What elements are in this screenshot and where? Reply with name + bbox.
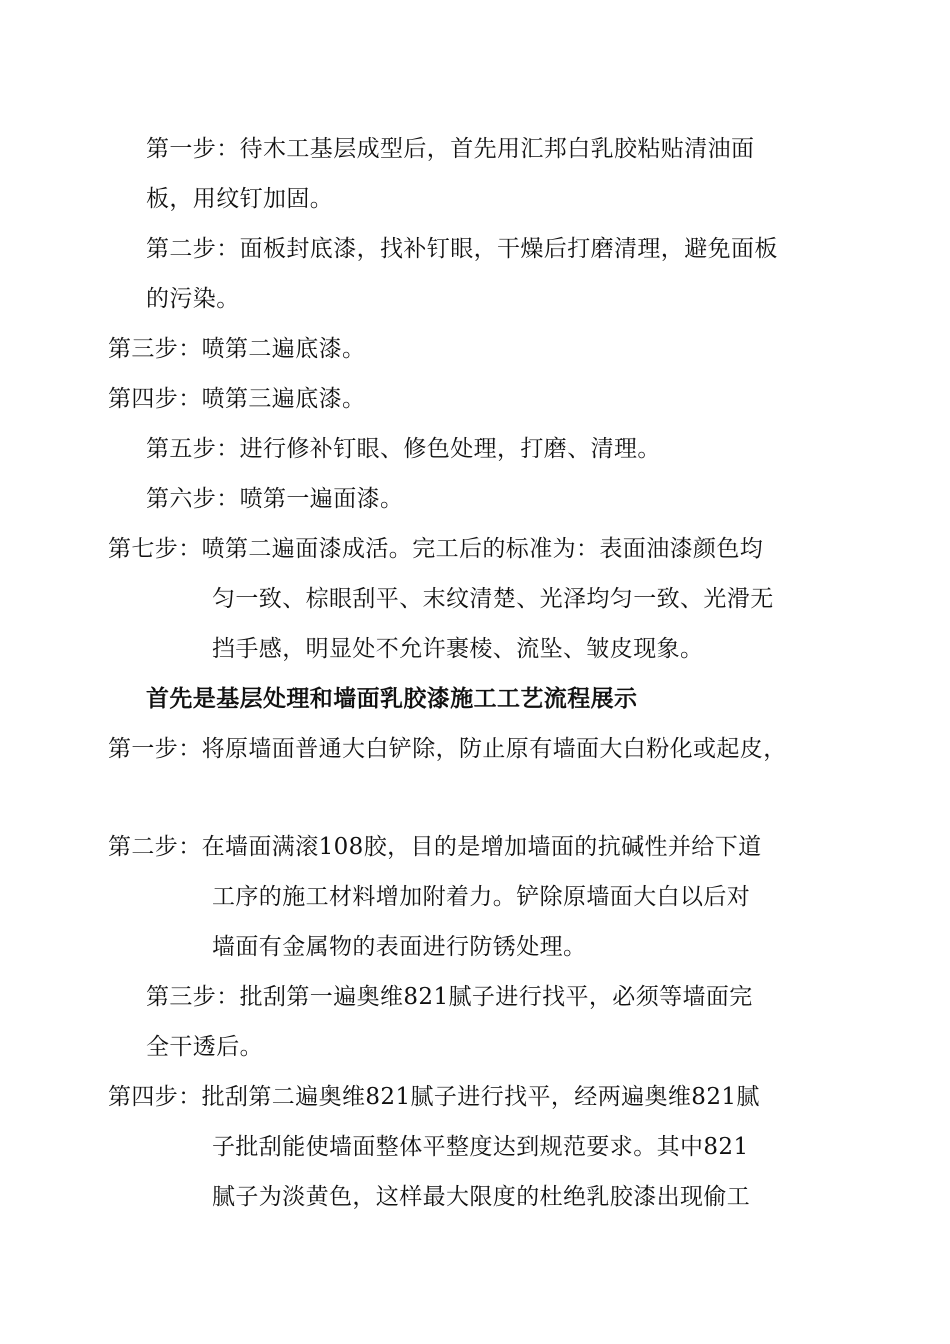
step-3-line: 第三步：喷第二遍底漆。 [108,336,366,362]
wall-step-2-line-3: 墙面有金属物的表面进行防锈处理。 [212,934,587,960]
wall-step-1-line: 第一步：将原墙面普通大白铲除，防止原有墙面大白粉化或起皮， [108,736,787,762]
wall-step-3-line-2: 全干透后。 [146,1034,263,1060]
step-2-line-2: 的污染。 [146,286,240,312]
step-7-line-1: 第七步：喷第二遍面漆成活。完工后的标准为：表面油漆颜色均 [108,536,764,562]
wall-step-2-line-1: 第二步：在墙面满滚108胶，目的是增加墙面的抗碱性并给下道 [108,834,762,860]
wall-step-4-line-2: 子批刮能使墙面整体平整度达到规范要求。其中821 [212,1134,749,1160]
step-1-line-2: 板，用纹钉加固。 [146,186,334,212]
step-6-line: 第六步：喷第一遍面漆。 [146,486,404,512]
wall-step-3-line-1: 第三步：批刮第一遍奥维821腻子进行找平，必须等墙面完 [146,984,753,1010]
step-7-line-2: 匀一致、棕眼刮平、末纹清楚、光泽均匀一致、光滑无 [212,586,774,612]
step-5-line: 第五步：进行修补钉眼、修色处理，打磨、清理。 [146,436,661,462]
step-4-line: 第四步：喷第三遍底漆。 [108,386,366,412]
wall-step-4-line-1: 第四步：批刮第二遍奥维821腻子进行找平，经两遍奥维821腻 [108,1084,760,1110]
step-1-line-1: 第一步：待木工基层成型后，首先用汇邦白乳胶粘贴清油面 [146,136,755,162]
wall-step-4-line-3: 腻子为淡黄色，这样最大限度的杜绝乳胶漆出现偷工 [212,1184,751,1210]
step-7-line-3: 挡手感，明显处不允许裹棱、流坠、皱皮现象。 [212,636,704,662]
step-2-line-1: 第二步：面板封底漆，找补钉眼，干燥后打磨清理，避免面板 [146,236,778,262]
wall-step-2-line-2: 工序的施工材料增加附着力。铲除原墙面大白以后对 [212,884,751,910]
section-heading: 首先是基层处理和墙面乳胶漆施工工艺流程展示 [146,685,638,712]
